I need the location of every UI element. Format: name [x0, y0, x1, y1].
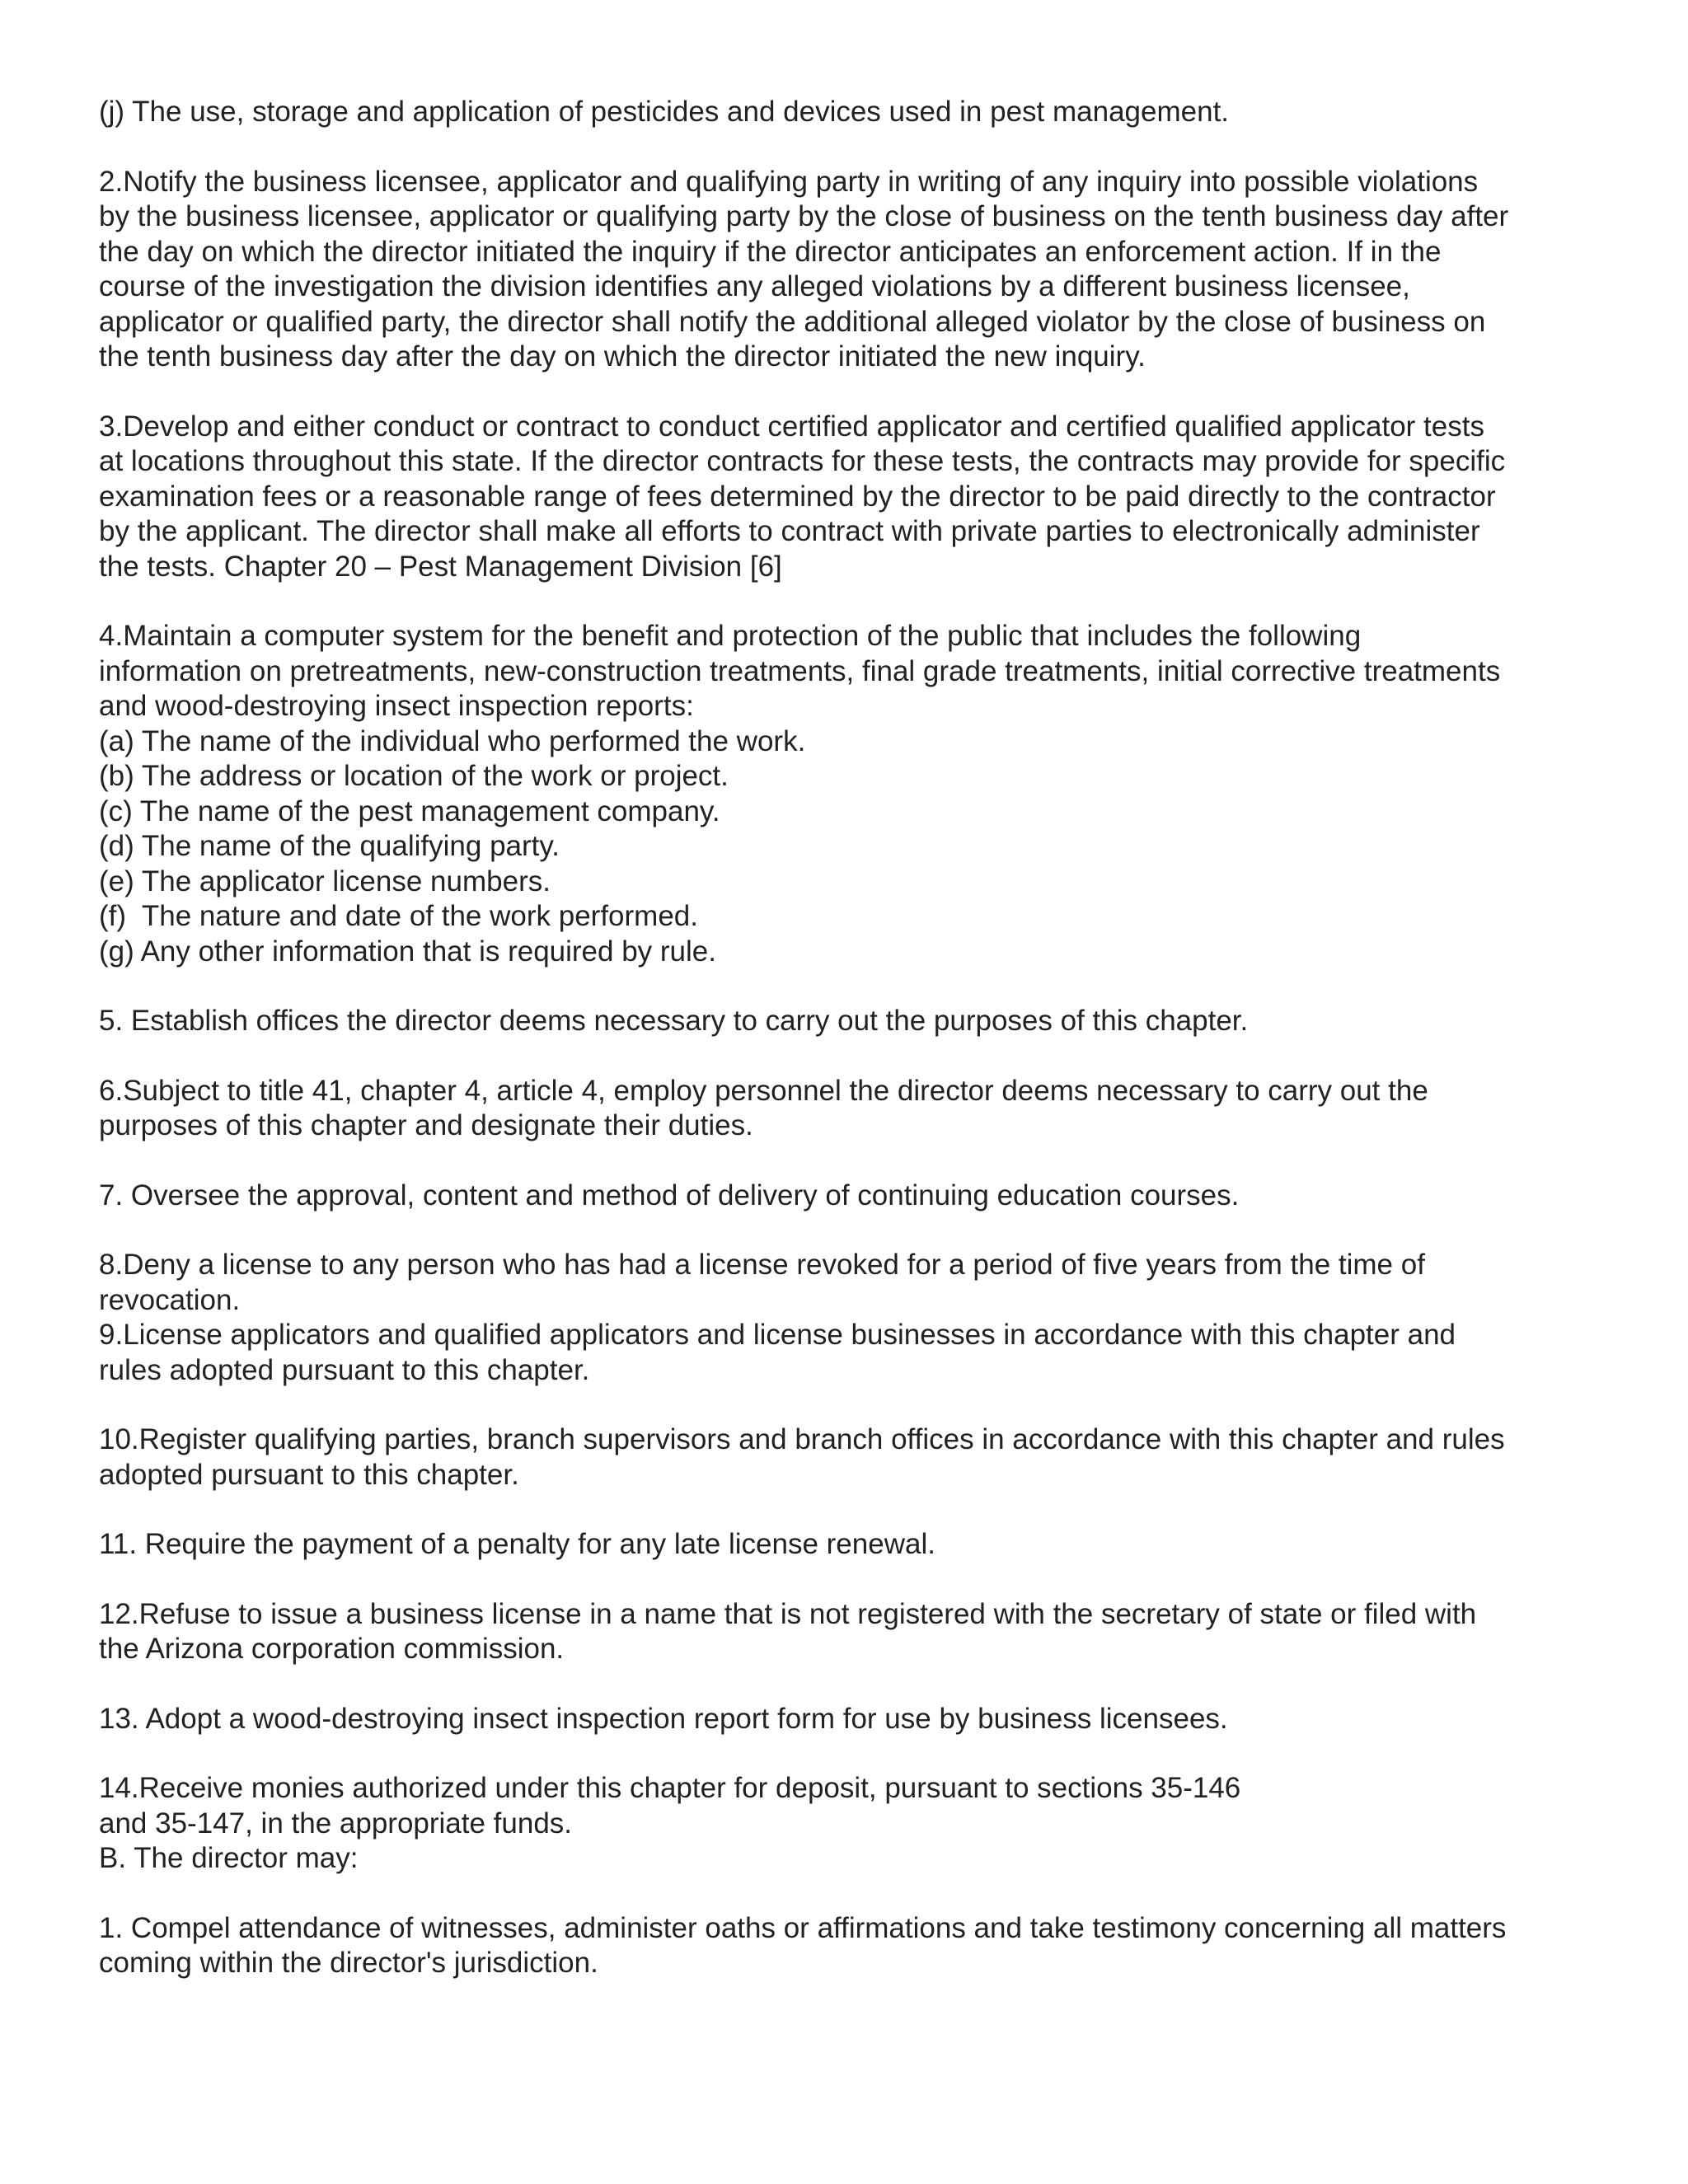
paragraph-item-6: [99, 1074, 1582, 1144]
paragraph-item-3: [99, 410, 1582, 585]
text-line: coming within the director's jurisdiction.: [99, 1947, 598, 1979]
list-item: (e) The applicator license numbers.: [99, 865, 551, 898]
paragraph-item-7: [99, 1179, 1582, 1214]
paragraph-item-j: [99, 95, 1582, 130]
text-line: 12.Refuse to issue a business license in a name that is not registered with the secretary of state or filed with: [99, 1597, 1477, 1630]
text-line: information on pretreatments, new-construction treatments, final grade treatments, initial corrective treatments: [99, 654, 1501, 687]
paragraph-item-2: [99, 165, 1582, 375]
text-line: 9.License applicators and qualified applicators and license businesses in accordance with this chapter and: [99, 1319, 1456, 1351]
paragraph-item-b1: [99, 1911, 1582, 1981]
section-heading: B. The director may:: [99, 1842, 359, 1874]
list-item: (d) The name of the qualifying party.: [99, 830, 560, 862]
text-line: at locations throughout this state. If the director contracts for these tests, the contracts may provide for specific: [99, 445, 1506, 477]
text-line: course of the investigation the division identifies any alleged violations by a different business licensee,: [99, 270, 1410, 302]
text-line: 5. Establish offices the director deems necessary to carry out the purposes of this chapter.: [99, 1005, 1249, 1037]
text-line: by the applicant. The director shall make all efforts to contract with private parties to electronically administer: [99, 515, 1480, 547]
text-line: and wood-destroying insect inspection reports:: [99, 690, 694, 722]
text-line: 10.Register qualifying parties, branch supervisors and branch offices in accordance with this chapter and rules: [99, 1423, 1505, 1455]
text-line: the day on which the director initiated the inquiry if the director anticipates an enforcement action. If in the: [99, 235, 1442, 268]
text-line: 3.Develop and either conduct or contract to conduct certified applicator and certified qualified applicator tests: [99, 410, 1484, 443]
list-item: (a) The name of the individual who performed the work.: [99, 724, 806, 757]
text-line: adopted pursuant to this chapter.: [99, 1458, 519, 1491]
list-item: (g) Any other information that is required by rule.: [99, 935, 716, 968]
text-line: 4.Maintain a computer system for the benefit and protection of the public that includes the following: [99, 620, 1362, 652]
paragraph-item-14: [99, 1771, 1582, 1877]
text-line: examination fees or a reasonable range of fees determined by the director to be paid directly to the contractor: [99, 480, 1496, 513]
text-line: by the business licensee, applicator or qualifying party by the close of business on the tenth business day after: [99, 200, 1509, 232]
text-line: 6.Subject to title 41, chapter 4, article 4, employ personnel the director deems necessary to carry out the: [99, 1074, 1428, 1107]
text-line: 14.Receive monies authorized under this chapter for deposit, pursuant to sections 35-146: [99, 1772, 1241, 1804]
text-line: (j) The use, storage and application of pesticides and devices used in pest management.: [99, 96, 1230, 128]
text-line: 13. Adopt a wood-destroying insect inspection report form for use by business licensees.: [99, 1702, 1228, 1735]
list-item: (b) The address or location of the work or project.: [99, 760, 729, 792]
text-line: rules adopted pursuant to this chapter.: [99, 1353, 590, 1386]
text-line: purposes of this chapter and designate their duties.: [99, 1109, 753, 1141]
text-line: and 35-147, in the appropriate funds.: [99, 1807, 573, 1840]
paragraph-item-5: [99, 1004, 1582, 1039]
paragraph-item-12: [99, 1597, 1582, 1667]
paragraph-item-13: [99, 1702, 1582, 1737]
text-line: 2.Notify the business licensee, applicator and qualifying party in writing of any inquiry into possible violations: [99, 165, 1479, 198]
list-item: (f) The nature and date of the work performed.: [99, 900, 698, 932]
text-line: applicator or qualified party, the director shall notify the additional alleged violator by the close of business on: [99, 305, 1486, 338]
text-line: 7. Oversee the approval, content and method of delivery of continuing education courses.: [99, 1179, 1240, 1212]
list-item: (c) The name of the pest management company.: [99, 794, 720, 827]
text-line: 11. Require the payment of a penalty for any late license renewal.: [99, 1528, 935, 1560]
text-line: 8.Deny a license to any person who has had a license revoked for a period of five years from the time of: [99, 1249, 1425, 1281]
text-line: revocation.: [99, 1283, 241, 1316]
text-line: the Arizona corporation commission.: [99, 1633, 565, 1665]
paragraph-item-4: [99, 619, 1582, 969]
document-page: [99, 95, 1582, 1981]
text-line: 1. Compel attendance of witnesses, administer oaths or affirmations and take testimony concerning all matters: [99, 1911, 1507, 1944]
paragraph-item-11: [99, 1527, 1582, 1563]
paragraph-item-10: [99, 1422, 1582, 1493]
paragraph-item-8-9: [99, 1248, 1582, 1388]
text-line: the tests. Chapter 20 – Pest Management Division [6]: [99, 550, 782, 583]
text-line: the tenth business day after the day on which the director initiated the new inquiry.: [99, 340, 1146, 373]
